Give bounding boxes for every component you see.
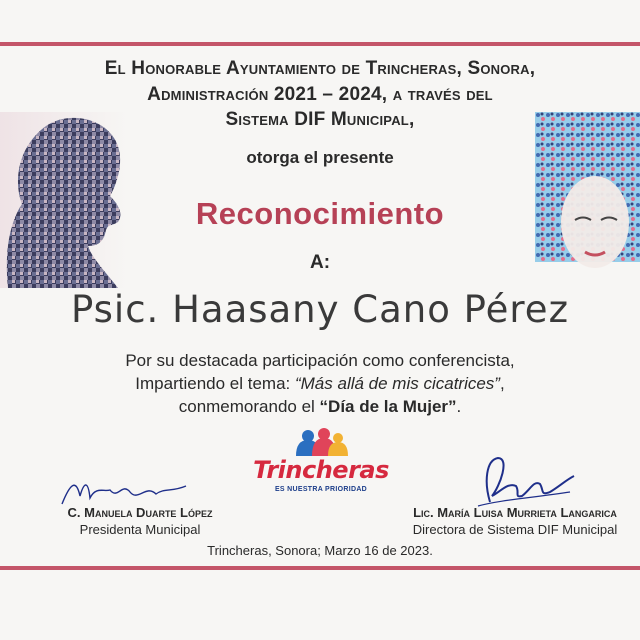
body-line-3-suffix: . [456,397,462,416]
signer-title-left: Presidenta Municipal [79,522,201,537]
bottom-border [0,566,640,570]
logo-figures-icon [246,428,396,458]
logo-tagline: ES NUESTRA PRIORIDAD [274,486,368,493]
top-border [0,42,640,46]
trincheras-logo-icon [246,428,396,500]
logo-name: Trincheras [253,456,389,484]
body-line-3 [0,396,640,418]
body-line-1: Por su destacada participación como conferencista, [125,351,515,370]
grant-text: otorga el presente [246,148,394,167]
signature-scribble-left-icon [60,474,190,508]
to-label: A: [309,252,331,273]
body-line-2 [0,373,640,395]
event-name: “Día de la Mujer” [319,397,457,416]
issuer-line-3: Sistema DIF Municipal, [225,109,415,130]
recipient-name: Psic. Haasany Cano Pérez [70,288,569,331]
place-date: Trincheras, Sonora; Marzo 16 de 2023. [207,543,433,558]
signer-name-right: Lic. María Luisa Murrieta Langarica [413,505,617,520]
signer-name-left: C. Manuela Duarte López [67,505,213,520]
award-title: Reconocimiento [195,196,445,231]
issuer-line-2: Administración 2021 – 2024, a través del [147,84,493,105]
signature-scribble-right-icon [470,452,580,512]
body-line-3-prefix: conmemorando el [178,397,320,416]
signature-block-left [20,505,260,537]
body-line-2-prefix: Impartiendo el tema: [135,374,295,393]
signer-title-right: Directora de Sistema DIF Municipal [412,522,618,537]
issuer-line-1: El Honorable Ayuntamiento de Trincheras, Sonora, [104,58,536,79]
signature-block-right [390,505,640,537]
body-line-2-suffix: , [499,374,505,393]
talk-topic: “Más allá de mis cicatrices” [294,374,500,393]
